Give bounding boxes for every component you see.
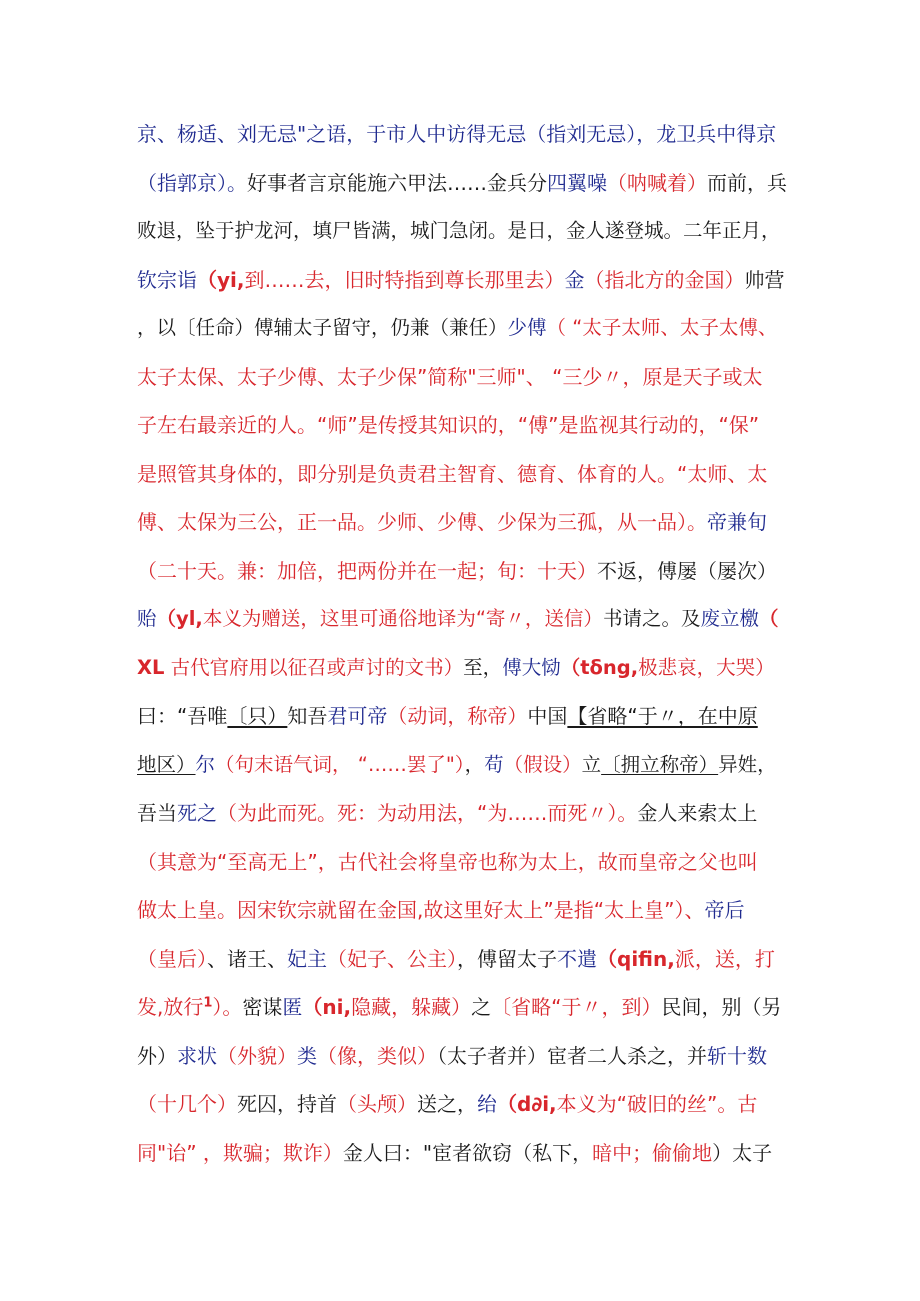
text-run: （呐喊着）: [607, 170, 707, 195]
text-run: （十几个）: [137, 1092, 237, 1116]
text-run: （指郭京）。: [137, 170, 247, 195]
text-run: 、诸王、: [207, 946, 287, 971]
text-run: 帅营: [744, 267, 785, 292]
text-run: 金人来索太上: [637, 801, 758, 825]
text-run: 到……去，旧时特指到尊长那里去）: [244, 267, 565, 292]
text-line: [137, 1080, 787, 1129]
text-run: （句末语气词， “……罢了"）: [215, 752, 465, 776]
text-run: 匿: [282, 995, 303, 1019]
text-run: 至，: [463, 655, 503, 679]
text-line: [137, 838, 787, 887]
text-run: 〔省略“于〃，到）: [491, 995, 662, 1019]
text-run: （二十天。兼：加倍，把两份并在一起；旬：十天）: [137, 558, 597, 583]
text-run: 帝后: [704, 898, 745, 922]
text-run: 金: [564, 267, 585, 292]
text-line: [137, 353, 787, 402]
text-run: 曰：“吾唯: [137, 704, 228, 728]
text-run: 败退，坠于护龙河，填尸皆满，城门急闭。是日，金人遂登城。二年正月，: [137, 219, 781, 242]
text-line: [137, 401, 787, 450]
text-line: [137, 692, 787, 741]
text-run: 中国: [527, 704, 568, 728]
text-run: 死之: [177, 801, 217, 825]
text-run: 之: [471, 995, 492, 1019]
footnote-marker: 1: [203, 995, 213, 1011]
text-run: （假设）: [503, 752, 582, 776]
text-run: （yl,: [156, 607, 203, 630]
text-run: 是照管其身体的，即分别是负责君主智育、德育、体育的人。“太师、太: [137, 461, 768, 486]
text-line: [137, 450, 787, 499]
text-run: 京、杨适、刘无忌"之语，于市人中访得无忌（指刘无忌），龙卫兵中得京: [137, 122, 777, 146]
text-run: （d∂i,: [497, 1092, 557, 1116]
text-run: （像，类似）: [317, 1043, 437, 1068]
text-run: 好事者言京能施六甲法……金兵分: [247, 170, 547, 195]
text-run: 君可帝: [327, 704, 388, 728]
text-run: 废立檄: [700, 607, 759, 630]
text-run: 帝兼旬: [707, 510, 767, 534]
text-line: [137, 547, 787, 596]
text-run: 同"诒” ，欺骗；欺诈）: [137, 1140, 343, 1165]
text-run: 本义为赠送，这里可通俗地译为“寄〃，送信）: [202, 607, 603, 630]
text-run: 而前，兵: [707, 170, 787, 195]
text-run: 〔只）: [227, 704, 288, 728]
text-run: （指北方的金国）: [584, 267, 745, 292]
text-run: 民间，别（另: [661, 995, 782, 1019]
text-line: [137, 498, 787, 547]
text-run: （其意为“至高无上”，古代社会将皇帝也称为太上，故而皇帝之父也叫: [137, 849, 758, 874]
text-line: [137, 983, 787, 1032]
text-line: [137, 935, 787, 984]
text-run: （太子者并）宦者二人杀之，并: [437, 1043, 707, 1068]
text-line: [137, 644, 787, 693]
text-run: （动词，称帝）: [387, 704, 528, 728]
text-line: [137, 256, 787, 305]
text-run: （tδng,: [560, 655, 639, 679]
text-run: （妃子、公主）: [327, 946, 457, 971]
text-run: 吾当: [137, 801, 177, 825]
text-run: 求状: [177, 1043, 217, 1068]
text-run: 做太上皇。因宋钦宗就留在金国,故这里好太上”是指“太上皇”）、: [137, 898, 705, 922]
text-line: [137, 595, 787, 644]
text-run: ）。: [212, 995, 243, 1019]
text-run: 四翼噪: [547, 170, 607, 195]
text-run: ，傅留太子: [457, 946, 557, 971]
text-run: 斩十数: [707, 1043, 767, 1068]
text-line: [137, 741, 787, 790]
text-run: ，: [464, 752, 485, 776]
text-run: 地区）: [137, 752, 196, 776]
text-run: 妃主: [287, 946, 327, 971]
text-run: 暗中；偷偷地: [592, 1140, 713, 1165]
text-run: （ni,: [302, 995, 352, 1019]
text-run: ，以〔任命）傅辅太子留守，仍兼（兼任）: [137, 316, 508, 339]
text-run: 【省略“于〃，在中原: [567, 704, 758, 728]
text-run: 立: [581, 752, 602, 776]
text-run: （皇后）: [137, 946, 207, 971]
text-line: [137, 304, 787, 353]
text-run: 本义为“破旧的丝”。古: [556, 1092, 758, 1116]
text-run: 苟: [484, 752, 504, 776]
text-run: 〔拥立称帝）: [601, 752, 719, 776]
text-run: 绐: [477, 1092, 497, 1116]
text-run: 死囚，持首: [237, 1092, 337, 1116]
text-run: XL: [137, 655, 165, 679]
text-run: 密谋: [242, 995, 283, 1019]
text-run: （外貌）: [217, 1043, 297, 1068]
text-run: 异姓，: [718, 752, 777, 776]
text-run: 外）: [137, 1043, 177, 1068]
text-line: [137, 110, 787, 159]
text-run: 书请之。及: [602, 607, 701, 630]
text-run: 发,放行: [137, 995, 204, 1019]
text-run: 隐藏，躲藏）: [351, 995, 472, 1019]
text-run: 不遣: [557, 946, 597, 971]
text-run: 类: [297, 1043, 317, 1068]
text-run: 金人曰："宦者欲窃（私下，: [342, 1140, 593, 1165]
text-run: 少傅: [507, 316, 547, 339]
body-text: [137, 110, 787, 1177]
text-run: 傅、太保为三公，正一品。少师、少傅、少保为三孤，从一品）。: [137, 510, 707, 534]
text-run: （ “太子太师、太子太傅、: [546, 316, 778, 339]
text-run: ）太子: [712, 1140, 773, 1165]
text-run: 古代官府用以征召或声讨的文书）: [164, 655, 464, 679]
text-line: [137, 1129, 787, 1178]
text-run: （yi,: [197, 267, 245, 292]
text-run: （头颅）: [337, 1092, 417, 1116]
text-line: [137, 789, 787, 838]
text-run: （为此而死。死：为动用法，“为……而死〃）。: [217, 801, 638, 825]
text-line: [137, 159, 787, 208]
text-run: 太子太保、太子少傅、太子少保”简称"三师"、 “三少〃，原是天子或太: [137, 364, 763, 389]
text-run: （: [758, 607, 779, 630]
text-line: [137, 886, 787, 935]
text-run: 派，送，打: [674, 946, 775, 971]
text-run: 知吾: [287, 704, 328, 728]
text-line: [137, 1032, 787, 1081]
text-run: 不返，傅屡（屡次）: [597, 558, 777, 583]
text-run: 送之，: [417, 1092, 477, 1116]
text-line: [137, 207, 787, 256]
text-run: 尔: [195, 752, 216, 776]
text-run: 钦宗诣: [137, 267, 197, 292]
text-run: 子左右最亲近的人。“师”是传授其知识的，“傅”是监视其行动的，“保”: [137, 413, 760, 437]
text-run: 贻: [137, 607, 157, 630]
text-run: 极悲哀，大哭）: [638, 655, 775, 679]
text-run: （qifin,: [597, 946, 675, 971]
text-run: 傅大恸: [502, 655, 561, 679]
